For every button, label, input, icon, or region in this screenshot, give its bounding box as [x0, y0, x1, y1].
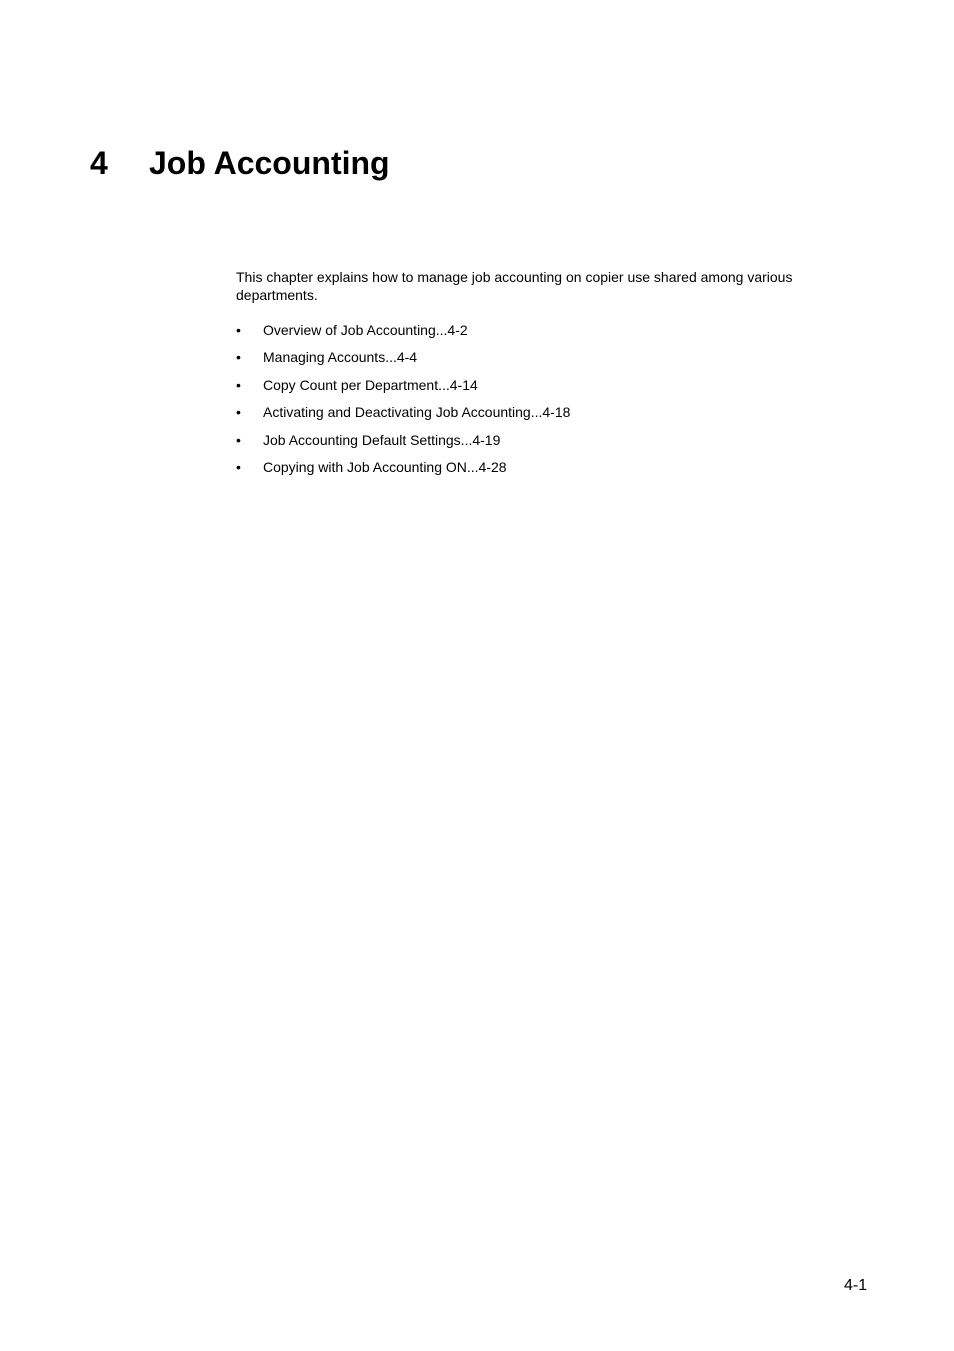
bullet-icon: •	[236, 322, 241, 338]
toc-item-copying[interactable]	[236, 458, 570, 476]
chapter-heading	[90, 143, 390, 183]
chapter-contents-list	[236, 321, 570, 485]
toc-item-label: Copying with Job Accounting ON...4-28	[263, 458, 507, 475]
chapter-intro: This chapter explains how to manage job accounting on copier use shared among various departments.	[236, 269, 793, 303]
toc-item-label: Copy Count per Department...4-14	[263, 376, 478, 393]
toc-item-copy-count[interactable]	[236, 376, 570, 394]
bullet-icon: •	[236, 404, 241, 421]
bullet-icon: •	[236, 376, 241, 393]
toc-item-overview[interactable]	[236, 321, 570, 339]
page-number: 4-1	[844, 1277, 868, 1294]
bullet-icon: •	[236, 458, 241, 475]
toc-item-label: Activating and Deactivating Job Accounting...4-18	[263, 404, 571, 421]
toc-item-label: Job Accounting Default Settings...4-19	[263, 431, 501, 448]
toc-item-label: Overview of Job Accounting...4-2	[263, 322, 468, 338]
toc-item-label: Managing Accounts...4-4	[263, 349, 418, 366]
toc-item-default-settings[interactable]	[236, 431, 570, 449]
bullet-icon: •	[236, 431, 241, 448]
toc-item-activating[interactable]	[236, 403, 570, 421]
bullet-icon: •	[236, 349, 241, 366]
chapter-number: 4	[90, 145, 108, 181]
chapter-title: Job Accounting	[149, 145, 390, 181]
toc-item-managing-accounts[interactable]	[236, 348, 570, 366]
